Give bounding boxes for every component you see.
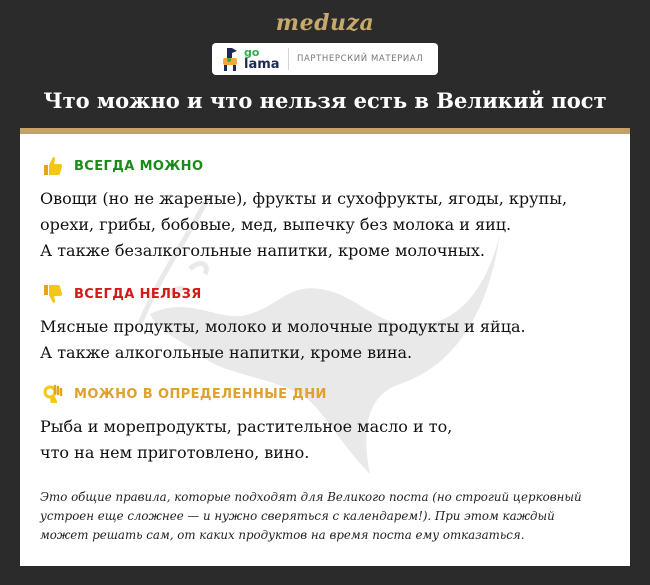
partner-divider — [288, 48, 289, 70]
footnote — [40, 488, 610, 545]
thumbs-down-icon — [40, 281, 66, 307]
footnote-line: Это общие правила, которые подходят для Великого поста (но строгий церковный — [40, 490, 582, 504]
section-text-line: орехи, грибы, бобовые, мед, выпечку без молока и яиц. — [40, 215, 512, 234]
llama-icon — [220, 46, 240, 72]
footnote-line: может решать сам, от каких продуктов на время поста ему отказаться. — [40, 528, 525, 542]
logo-lama-text: lama — [244, 57, 280, 72]
thumbs-up-icon — [40, 153, 66, 179]
golama-logo — [220, 45, 286, 73]
section-text-line: Мясные продукты, молоко и молочные продукты и яйца. — [40, 317, 526, 336]
section-text-line: Овощи (но не жареные), фрукты и сухофрукты, ягоды, крупы, — [40, 189, 568, 208]
logo-go-text: go — [244, 46, 260, 59]
meduza-logo[interactable]: meduza — [275, 10, 375, 36]
section-title: ВСЕГДА МОЖНО — [74, 158, 204, 174]
footnote-line: устроен еще сложнее — и нужно сверяться с календарем!). При этом каждый — [40, 509, 555, 523]
section-always-allowed — [40, 152, 610, 264]
content-card — [20, 128, 630, 566]
section-certain-days — [40, 380, 610, 466]
section-title: МОЖНО В ОПРЕДЕЛЕННЫЕ ДНИ — [74, 386, 327, 402]
section-text-line: Рыба и морепродукты, растительное масло и то, — [40, 417, 453, 436]
section-title: ВСЕГДА НЕЛЬЗЯ — [74, 286, 202, 302]
section-text-line: что на нем приготовлено, вино. — [40, 443, 310, 462]
section-text-line: А также алкогольные напитки, кроме вина. — [40, 343, 413, 362]
partner-banner[interactable] — [212, 43, 438, 75]
section-always-forbidden — [40, 280, 610, 366]
section-text-line: А также безалкогольные напитки, кроме молочных. — [40, 241, 485, 260]
ok-hand-icon — [40, 381, 66, 407]
page-title: Что можно и что нельзя есть в Великий пост — [43, 88, 607, 113]
partner-label: ПАРТНЕРСКИЙ МАТЕРИАЛ — [297, 54, 424, 64]
